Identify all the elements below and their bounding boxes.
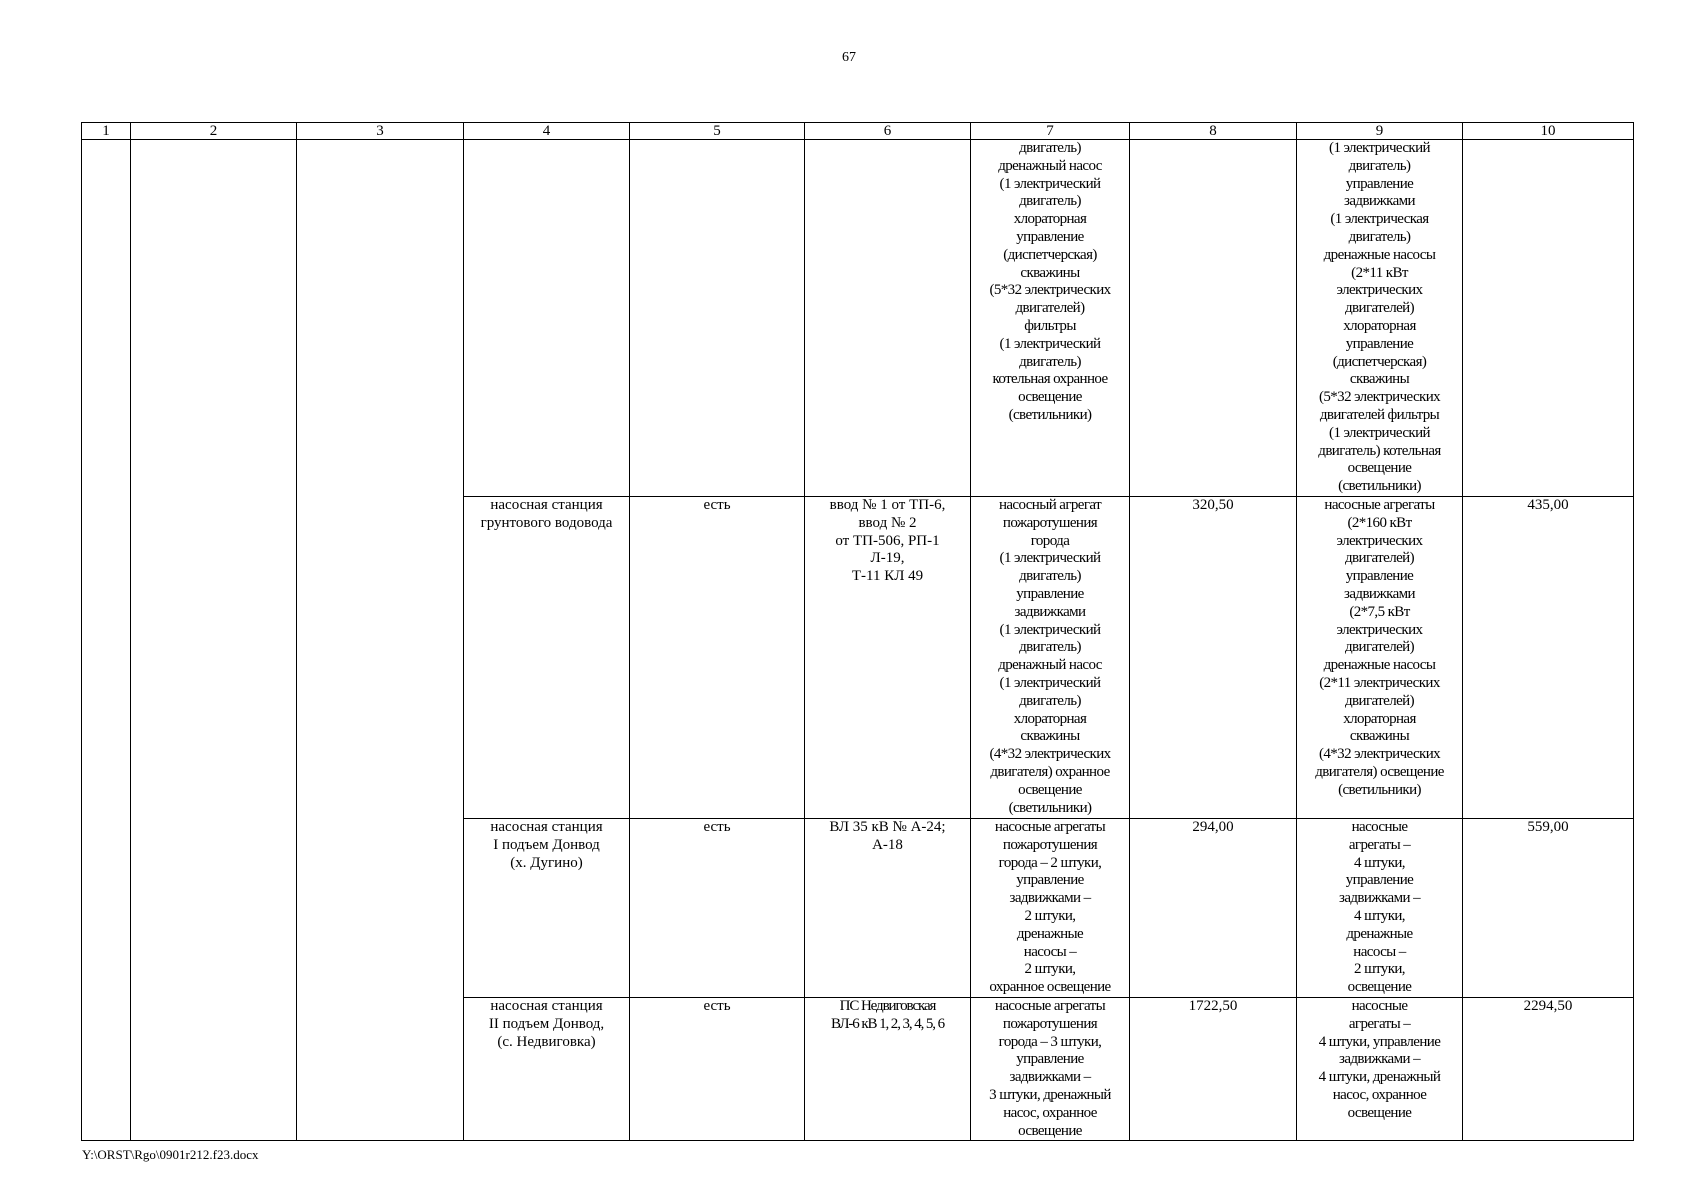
column-header: 3 (297, 123, 464, 140)
table-cell-col7: насосный агрегат пожаротушения города (1 электрический двигатель) управление задвижками (1 электрический двигатель) дренажный насос (1 электрический двигатель) хлораторная скважины (4*32 электрических двигателя) охранное освещение (светильники) (971, 497, 1130, 819)
table-cell-col9: насосные агрегаты – 4 штуки, управление задвижками – 4 штуки, дренажный насос, охранное освещение (1297, 997, 1463, 1140)
table-cell-col5: есть (630, 997, 805, 1140)
table-cell-col2 (131, 140, 297, 1141)
table-cell-col7: двигатель) дренажный насос (1 электрический двигатель) хлораторная управление (диспетчерская) скважины (5*32 электрических двигателей) фильтры (1 электрический двигатель) котельная охранное освещение (светильники) (971, 140, 1130, 497)
table-cell-col7: насосные агрегаты пожаротушения города – 3 штуки, управление задвижками – 3 штуки, дренажный насос, охранное освещение (971, 997, 1130, 1140)
table-cell-col8: 320,50 (1130, 497, 1297, 819)
table-cell-col8 (1130, 140, 1297, 497)
table-cell-col9: насосные агрегаты (2*160 кВт электрических двигателей) управление задвижками (2*7,5 кВт электрических двигателей) дренажные насосы (2*11 электрических двигателей) хлораторная скважины (4*32 электрических двигателя) освещение (светильники) (1297, 497, 1463, 819)
table-cell-col7: насосные агрегаты пожаротушения города – 2 штуки, управление задвижками – 2 штуки, дренажные насосы – 2 штуки, охранное освещение (971, 819, 1130, 998)
table-cell-col8: 1722,50 (1130, 997, 1297, 1140)
table-cell-col6: ВЛ 35 кВ № А-24; А-18 (805, 819, 971, 998)
table-cell-col1 (82, 140, 131, 1141)
column-header: 6 (805, 123, 971, 140)
column-header: 2 (131, 123, 297, 140)
table-row (82, 140, 1634, 497)
table-cell-col10: 2294,50 (1463, 997, 1634, 1140)
table-cell-col3 (297, 140, 464, 1141)
table-cell-col4 (464, 140, 630, 497)
table-cell-col6: ввод № 1 от ТП-6, ввод № 2 от ТП-506, РП-1 Л-19, Т-11 КЛ 49 (805, 497, 971, 819)
document-path-footer: Y:\ORST\Rgo\0901r212.f23.docx (82, 1147, 259, 1162)
table-cell-col5: есть (630, 497, 805, 819)
table-cell-col4: насосная станция II подъем Донвод, (с. Недвиговка) (464, 997, 630, 1140)
table-cell-col8: 294,00 (1130, 819, 1297, 998)
table-cell-col5: есть (630, 819, 805, 998)
column-header: 4 (464, 123, 630, 140)
table-cell-col9: (1 электрический двигатель) управление задвижками (1 электрическая двигатель) дренажные насосы (2*11 кВт электрических двигателей) хлораторная управление (диспетчерская) скважины (5*32 электрических двигателей фильтры (1 электрический двигатель) котельная освещение (светильники) (1297, 140, 1463, 497)
column-header: 8 (1130, 123, 1297, 140)
table-cell-col9: насосные агрегаты – 4 штуки, управление задвижками – 4 штуки, дренажные насосы – 2 штуки, освещение (1297, 819, 1463, 998)
column-header: 5 (630, 123, 805, 140)
data-table (81, 122, 1634, 1141)
table-cell-col10: 435,00 (1463, 497, 1634, 819)
table-cell-col6 (805, 140, 971, 497)
table-cell-col10 (1463, 140, 1634, 497)
table-cell-col4: насосная станция I подъем Донвод (х. Дугино) (464, 819, 630, 998)
column-number-row (82, 123, 1634, 140)
column-header: 7 (971, 123, 1130, 140)
column-header: 1 (82, 123, 131, 140)
table-cell-col5 (630, 140, 805, 497)
column-header: 9 (1297, 123, 1463, 140)
table-cell-col10: 559,00 (1463, 819, 1634, 998)
table-cell-col4: насосная станция грунтового водовода (464, 497, 630, 819)
page-number: 67 (842, 50, 856, 65)
table-cell-col6: ПС Недвиговская ВЛ-6 кВ 1, 2, 3, 4, 5, 6 (805, 997, 971, 1140)
column-header: 10 (1463, 123, 1634, 140)
